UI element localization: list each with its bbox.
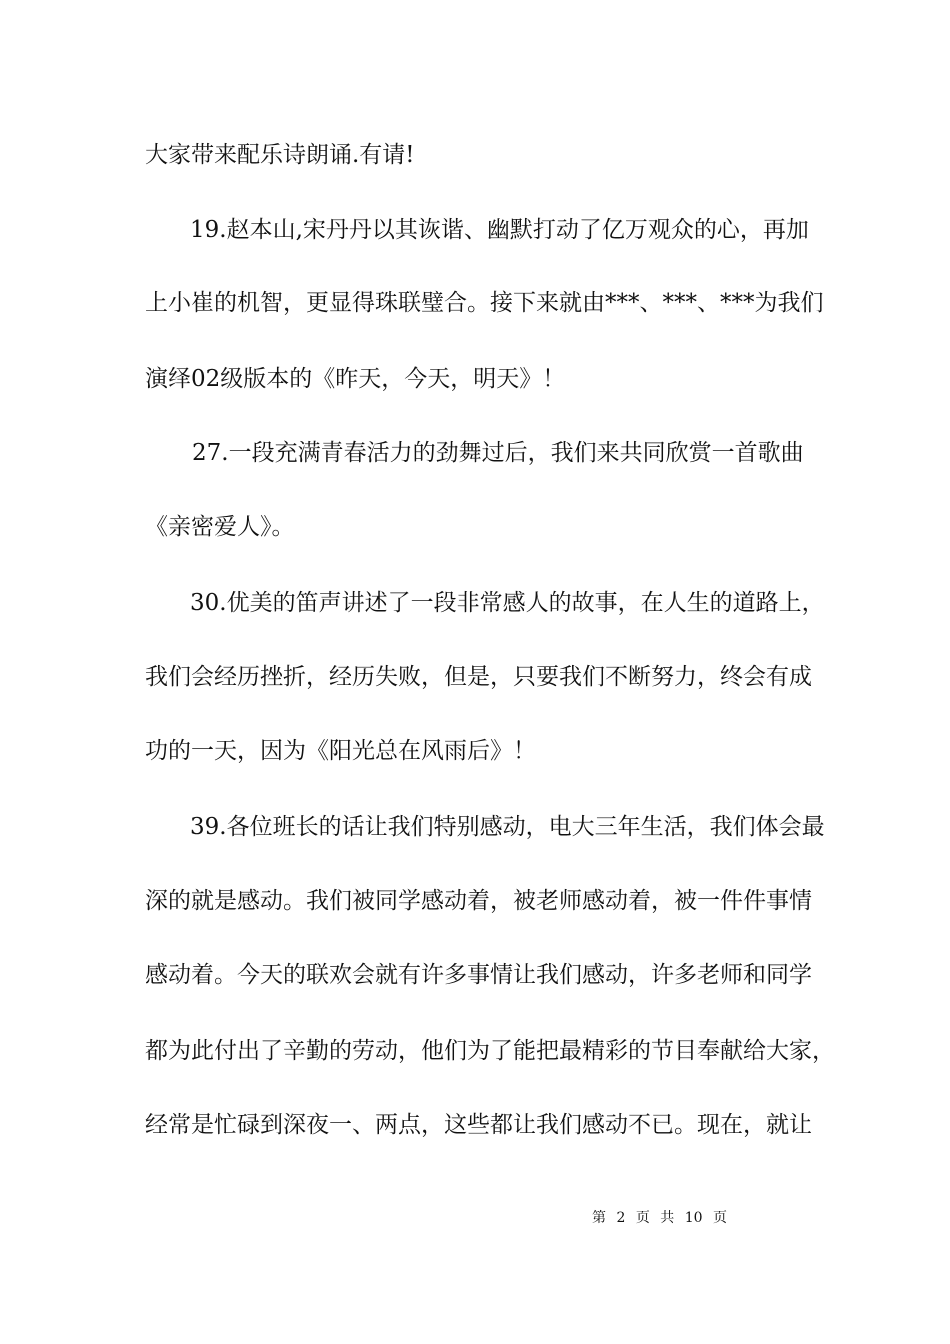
page-footer [592, 1208, 733, 1228]
text-line-13: 都为此付出了辛勤的劳动，他们为了能把最精彩的节目奉献给大家， [145, 1038, 835, 1064]
current-page-number: 2 [616, 1210, 626, 1226]
text-line-14: 经常是忙碌到深夜一、两点，这些都让我们感动不已。现在，就让 [145, 1112, 812, 1138]
text-line-9: 功的一天，因为《阳光总在风雨后》！ [145, 738, 536, 764]
text-line-10: 39.各位班长的话让我们特别感动，电大三年生活，我们体会最 [190, 814, 825, 840]
text-line-5: 27.一段充满青春活力的劲舞过后，我们来共同欣赏一首歌曲 [192, 440, 804, 466]
footer-di: 第 [592, 1210, 606, 1226]
text-line-7: 30.优美的笛声讲述了一段非常感人的故事，在人生的道路上， [190, 590, 825, 616]
text-line-6: 《亲密爱人》。 [145, 514, 295, 540]
text-line-8: 我们会经历挫折，经历失败，但是，只要我们不断努力，终会有成 [145, 664, 812, 690]
footer-ye-end: 页 [713, 1210, 728, 1226]
total-page-number: 10 [684, 1210, 703, 1226]
text-line-2: 19.赵本山,宋丹丹以其诙谐、幽默打动了亿万观众的心，再加 [190, 217, 809, 243]
text-line-12: 感动着。今天的联欢会就有许多事情让我们感动，许多老师和同学 [145, 962, 812, 988]
footer-gong: 共 [660, 1210, 675, 1226]
text-line-11: 深的就是感动。我们被同学感动着，被老师感动着，被一件件事情 [145, 888, 812, 914]
text-line-1: 大家带来配乐诗朗诵.有请! [145, 142, 415, 168]
footer-ye: 页 [635, 1210, 650, 1226]
text-line-4: 演绎02级版本的《昨天，今天，明天》！ [145, 366, 566, 392]
text-line-3: 上小崔的机智，更显得珠联璧合。接下来就由***、***、***为我们 [145, 290, 824, 316]
